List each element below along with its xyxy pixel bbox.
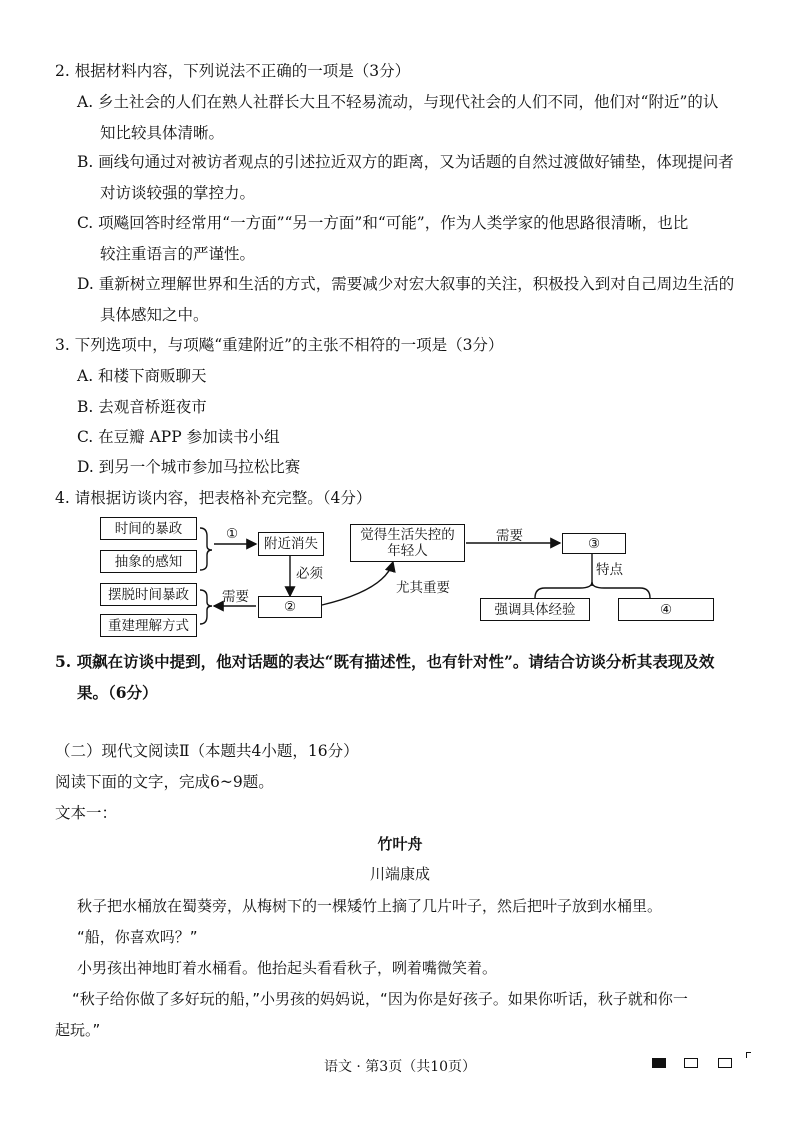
- box-emphasize-experience: 强调具体经验: [480, 598, 590, 621]
- registration-mark-outline-2: [718, 1058, 732, 1068]
- q3-option-d: D. 到另一个城市参加马拉松比赛: [77, 458, 301, 476]
- q2-stem: 2. 根据材料内容，下列说法不正确的一项是（3分）: [55, 62, 411, 80]
- box-rebuild-understanding: 重建理解方式: [100, 614, 197, 637]
- text-one-label: 文本一：: [55, 804, 118, 822]
- q2-option-d-line1: D. 重新树立理解世界和生活的方式，需要减少对宏大叙事的关注，积极投入到对自己周边生活的: [77, 275, 735, 293]
- q3-option-b: B. 去观音桥逛夜市: [77, 398, 207, 416]
- fork-brace: [535, 582, 650, 598]
- story-paragraph-1: 秋子把水桶放在蜀葵旁，从梅树下的一棵矮竹上摘了几片叶子，然后把叶子放到水桶里。: [77, 897, 663, 915]
- corner-tick-mark: [746, 1052, 751, 1058]
- youth-line1: 觉得生活失控的: [360, 527, 455, 543]
- registration-mark-filled: [652, 1058, 666, 1068]
- story-title: 竹叶舟: [377, 835, 423, 853]
- brace-top: [200, 528, 212, 570]
- q5-line2: 果。（6分）: [77, 683, 158, 702]
- label-feature: 特点: [596, 562, 623, 578]
- section2-instruction: 阅读下面的文字，完成6~9题。: [55, 773, 274, 791]
- q3-stem: 3. 下列选项中，与项飚“重建附近”的主张不相符的一项是（3分）: [55, 336, 504, 354]
- story-paragraph-4-line1: “秋子给你做了多好玩的船，”小男孩的妈妈说，“因为你是好孩子。如果你听话，秋子就和你一: [72, 990, 688, 1008]
- story-author: 川端康成: [369, 865, 430, 883]
- label-circle1: ①: [226, 526, 239, 542]
- q2-option-a-line2: 知比较具体清晰。: [100, 124, 225, 142]
- q2-option-a-line1: A. 乡土社会的人们在熟人社群长大且不轻易流动，与现代社会的人们不同，他们对“附近”的认: [77, 93, 719, 111]
- q5-line1: 5. 项飙在访谈中提到，他对话题的表达“既有描述性，也有针对性”。请结合访谈分析其表现及效: [55, 652, 715, 671]
- story-paragraph-4-line2: 起玩。”: [55, 1021, 101, 1039]
- box-escape-time: 摆脱时间暴政: [100, 583, 197, 606]
- box-time-tyranny: 时间的暴政: [100, 517, 197, 540]
- registration-mark-outline-1: [684, 1058, 698, 1068]
- box-circle4: ④: [618, 598, 714, 621]
- arrow-especially: [322, 562, 393, 605]
- q2-option-c-line1: C. 项飚回答时经常用“一方面”“另一方面”和“可能”，作为人类学家的他思路很清晰，也比: [77, 214, 689, 232]
- q3-option-a: A. 和楼下商贩聊天: [77, 367, 207, 385]
- label-must: 必须: [296, 566, 323, 582]
- q2-option-b-line1: B. 画线句通过对被访者观点的引述拉近双方的距离，又为话题的自然过渡做好铺垫，体现提问者: [77, 153, 734, 171]
- story-paragraph-2: “船，你喜欢吗？”: [77, 928, 198, 946]
- q2-option-c-line2: 较注重语言的严谨性。: [100, 245, 256, 263]
- label-especially-important: 尤其重要: [396, 580, 450, 596]
- q4-stem: 4. 请根据访谈内容，把表格补充完整。（4分）: [55, 489, 372, 507]
- box-nearby-disappear: 附近消失: [258, 532, 324, 556]
- q2-option-b-line2: 对访谈较强的掌控力。: [100, 184, 256, 202]
- box-abstract-perception: 抽象的感知: [100, 550, 197, 573]
- section2-heading: （二）现代文阅读Ⅱ（本题共4小题，16分）: [55, 742, 359, 760]
- q3-option-c: C. 在豆瓣 APP 参加读书小组: [77, 428, 280, 446]
- label-need-left: 需要: [222, 589, 249, 605]
- box-circle3: ③: [562, 533, 626, 554]
- label-need-right: 需要: [496, 528, 523, 544]
- youth-line2: 年轻人: [387, 543, 428, 559]
- q2-option-d-line2: 具体感知之中。: [100, 306, 209, 324]
- box-circle2: ②: [258, 596, 322, 618]
- story-paragraph-3: 小男孩出神地盯着水桶看。他抬起头看看秋子，咧着嘴微笑着。: [77, 959, 498, 977]
- brace-bottom: [200, 590, 212, 624]
- page-footer: 语文 · 第3页（共10页）: [323, 1059, 477, 1075]
- box-youth: [350, 524, 465, 562]
